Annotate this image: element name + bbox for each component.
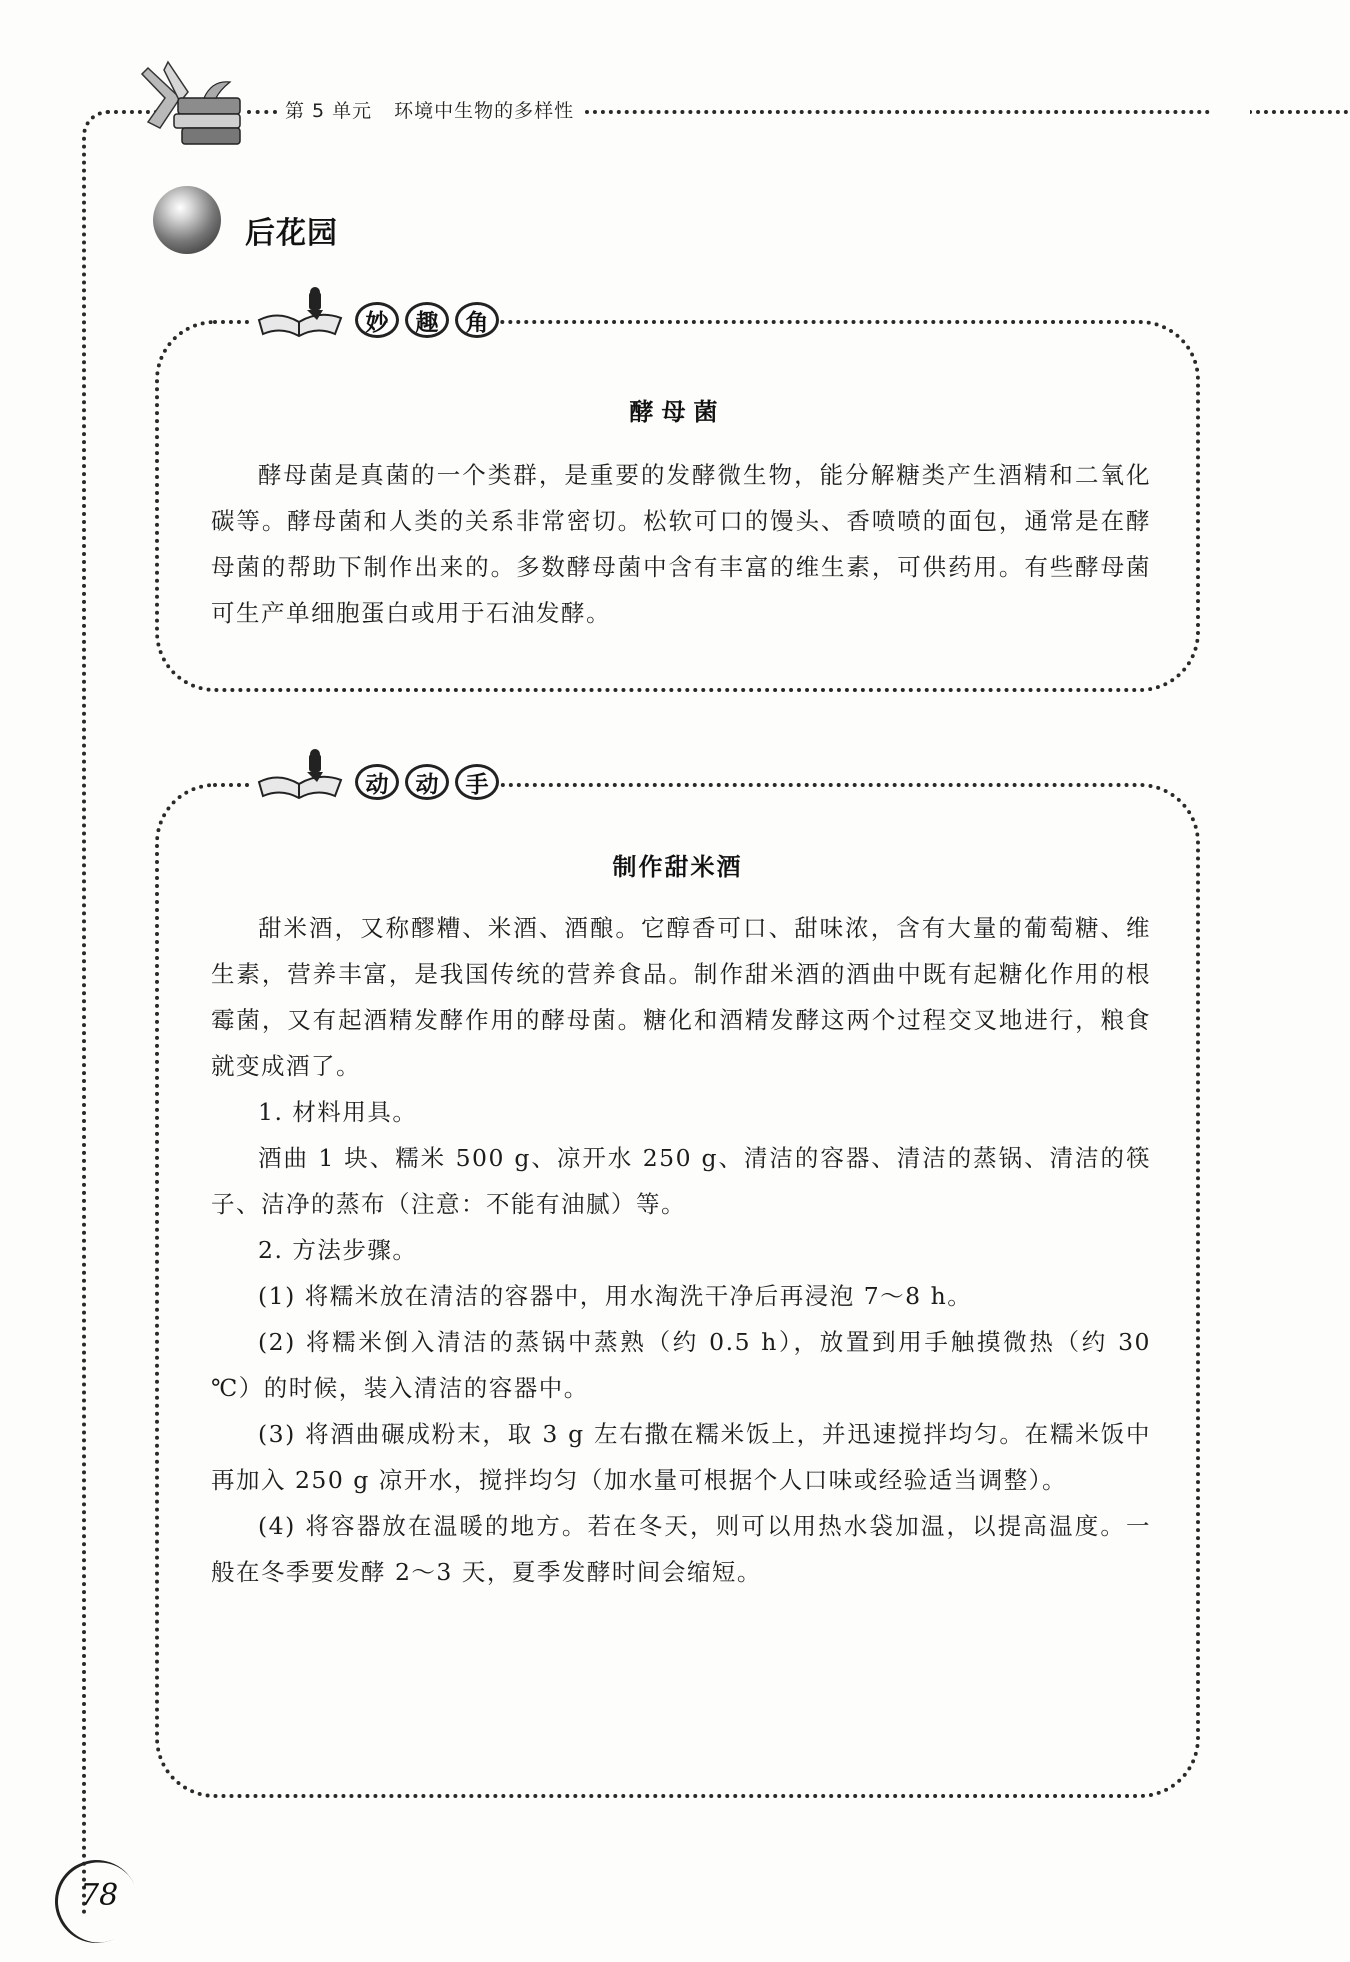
box-title: 制作甜米酒 bbox=[612, 853, 743, 881]
book-stack-icon bbox=[140, 58, 250, 153]
running-header bbox=[285, 96, 596, 123]
tab-label-hands-on bbox=[355, 764, 499, 800]
step-item: (2) 将糯米倒入清洁的蒸锅中蒸熟（约 0.5 h），放置到用手触摸微热（约 30 ℃）的时候，装入清洁的容器中。 bbox=[211, 1328, 1151, 1402]
sphere-icon bbox=[153, 186, 221, 254]
tab-char: 动 bbox=[405, 764, 449, 800]
hands-on-box bbox=[155, 783, 1200, 1798]
header-divider-right bbox=[585, 110, 1210, 114]
unit-number: 第 5 单元 bbox=[285, 100, 373, 122]
open-book-icon bbox=[255, 748, 345, 804]
tab-char: 角 bbox=[455, 302, 499, 338]
intro-paragraph: 甜米酒，又称醪糟、米酒、酒酿。它醇香可口、甜味浓，含有大量的葡萄糖、维生素，营养丰富，是我国传统的营养食品。制作甜米酒的酒曲中既有起糖化作用的根霉菌，又有起酒精发酵作用的酵母菌。糖化和酒精发酵这两个过程交叉地进行，粮食就变成酒了。 bbox=[211, 914, 1151, 1080]
tab-char: 动 bbox=[355, 764, 399, 800]
tab-char: 趣 bbox=[405, 302, 449, 338]
steps-heading: 2. 方法步骤。 bbox=[258, 1236, 418, 1264]
step-item: (3) 将酒曲碾成粉末，取 3 g 左右撒在糯米饭上，并迅速搅拌均匀。在糯米饭中再加入 250 g 凉开水，搅拌均匀（加水量可根据个人口味或经验适当调整）。 bbox=[211, 1420, 1151, 1494]
box-body bbox=[211, 452, 1151, 636]
paragraph: 酵母菌是真菌的一个类群，是重要的发酵微生物，能分解糖类产生酒精和二氧化碳等。酵母菌和人类的关系非常密切。松软可口的馒头、香喷喷的面包，通常是在酵母菌的帮助下制作出来的。多数酵母菌中含有丰富的维生素，可供药用。有些酵母菌可生产单细胞蛋白或用于石油发酵。 bbox=[211, 461, 1151, 627]
tab-char: 妙 bbox=[355, 302, 399, 338]
open-book-icon bbox=[255, 286, 345, 342]
step-item: (1) 将糯米放在清洁的容器中，用水淘洗干净后再浸泡 7～8 h。 bbox=[258, 1282, 973, 1310]
section-title: 后花园 bbox=[245, 216, 338, 251]
unit-title: 环境中生物的多样性 bbox=[394, 100, 575, 122]
step-item: (4) 将容器放在温暖的地方。若在冬天，则可以用热水袋加温，以提高温度。一般在冬季要发酵 2～3 天，夏季发酵时间会缩短。 bbox=[211, 1512, 1151, 1586]
materials-heading: 1. 材料用具。 bbox=[258, 1098, 418, 1126]
materials-paragraph: 酒曲 1 块、糯米 500 g、凉开水 250 g、清洁的容器、清洁的蒸锅、清洁的筷子、洁净的蒸布（注意：不能有油腻）等。 bbox=[211, 1144, 1151, 1218]
tab-label-fun-corner bbox=[355, 302, 499, 338]
fun-corner-box bbox=[155, 320, 1200, 692]
tab-char: 手 bbox=[455, 764, 499, 800]
box-body bbox=[211, 905, 1151, 1595]
header-divider-left bbox=[247, 110, 277, 114]
box-title: 酵母菌 bbox=[629, 398, 726, 426]
page-number: 78 bbox=[80, 1878, 119, 1913]
